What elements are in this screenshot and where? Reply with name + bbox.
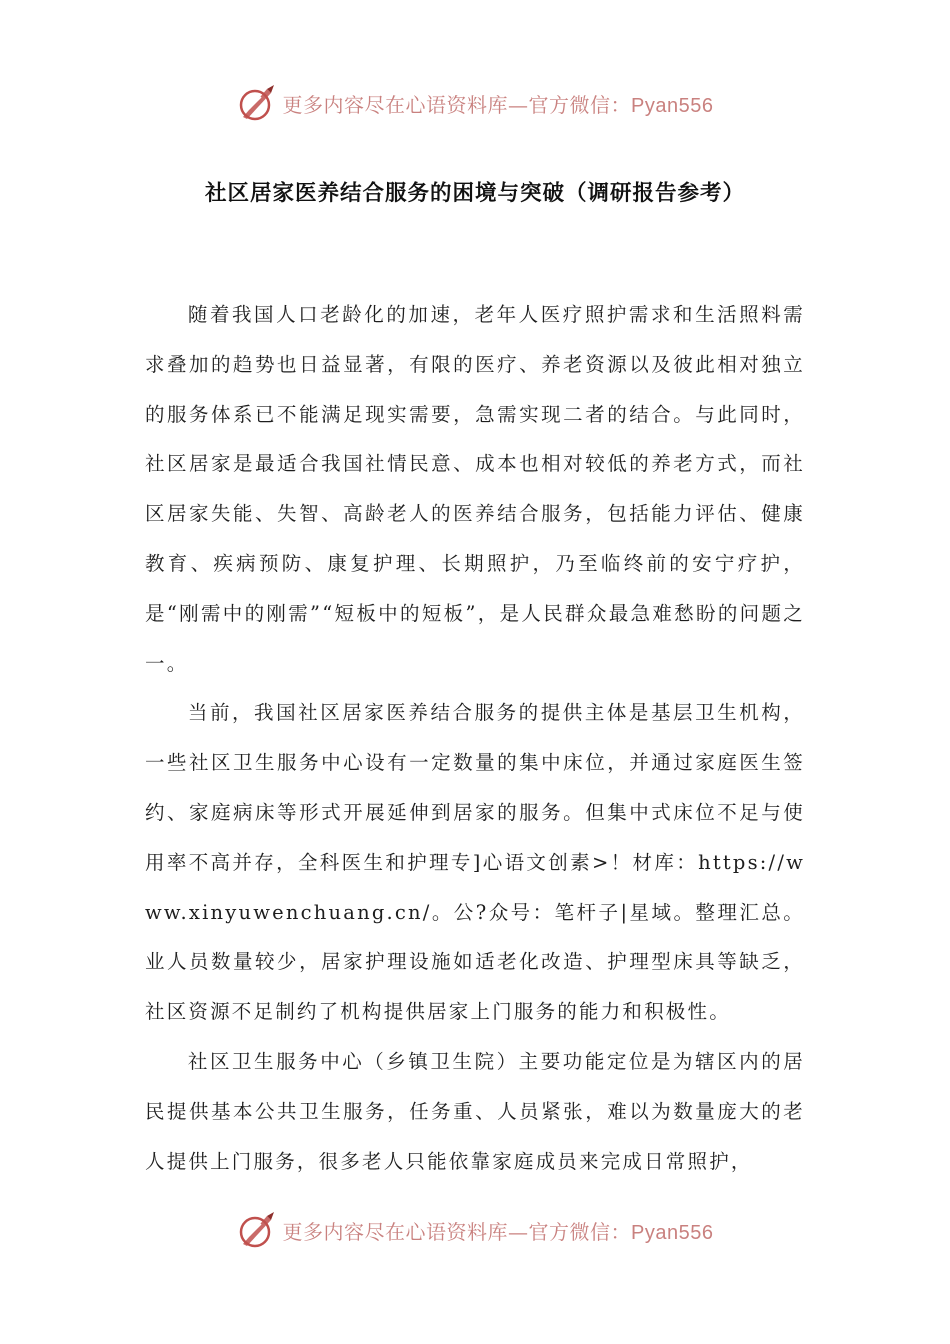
- paragraph-2: 当前，我国社区居家医养结合服务的提供主体是基层卫生机构，一些社区卫生服务中心设有一定数量的集中床位，并通过家庭医生签约、家庭病床等形式开展延伸到居家的服务。但集中式床位不足与使用率不高并存，全科医生和护理专]心语文创素>！材库：https://www.xinyuwenchuang.cn/。公?众号：笔杆子|星域。整理汇总。业人员数量较少，居家护理设施如适老化改造、护理型床具等缺乏，社区资源不足制约了机构提供居家上门服务的能力和积极性。: [145, 701, 805, 1024]
- document-title: 社区居家医养结合服务的困境与突破（调研报告参考）: [204, 181, 745, 206]
- header-wechat-id: Pyan556: [631, 94, 714, 117]
- quill-pen-logo-icon: [237, 1210, 277, 1250]
- footer-banner: [0, 1205, 950, 1255]
- footer-banner-text: [283, 1216, 714, 1245]
- paragraph-1: 随着我国人口老龄化的加速，老年人医疗照护需求和生活照料需求叠加的趋势也日益显著，有限的医疗、养老资源以及彼此相对独立的服务体系已不能满足现实需要，急需实现二者的结合。与此同时，社区居家是最适合我国社情民意、成本也相对较低的养老方式，而社区居家失能、失智、高龄老人的医养结合服务，包括能力评估、健康教育、疾病预防、康复护理、长期照护，乃至临终前的安宁疗护，是“刚需中的刚需”“短板中的短板”，是人民群众最急难愁盼的问题之一。: [145, 303, 805, 675]
- document-body: [145, 290, 805, 1186]
- header-banner-text: [283, 89, 714, 118]
- header-banner-label: 更多内容尽在心语资料库—官方微信：: [282, 92, 632, 117]
- paragraph-3: 社区卫生服务中心（乡镇卫生院）主要功能定位是为辖区内的居民提供基本公共卫生服务，任务重、人员紧张，难以为数量庞大的老人提供上门服务，很多老人只能依靠家庭成员来完成日常照护，: [145, 1049, 805, 1173]
- quill-pen-logo-icon: [237, 83, 277, 123]
- footer-banner-label: 更多内容尽在心语资料库—官方微信：: [282, 1219, 632, 1244]
- header-banner: [0, 78, 950, 128]
- footer-wechat-id: Pyan556: [631, 1221, 714, 1244]
